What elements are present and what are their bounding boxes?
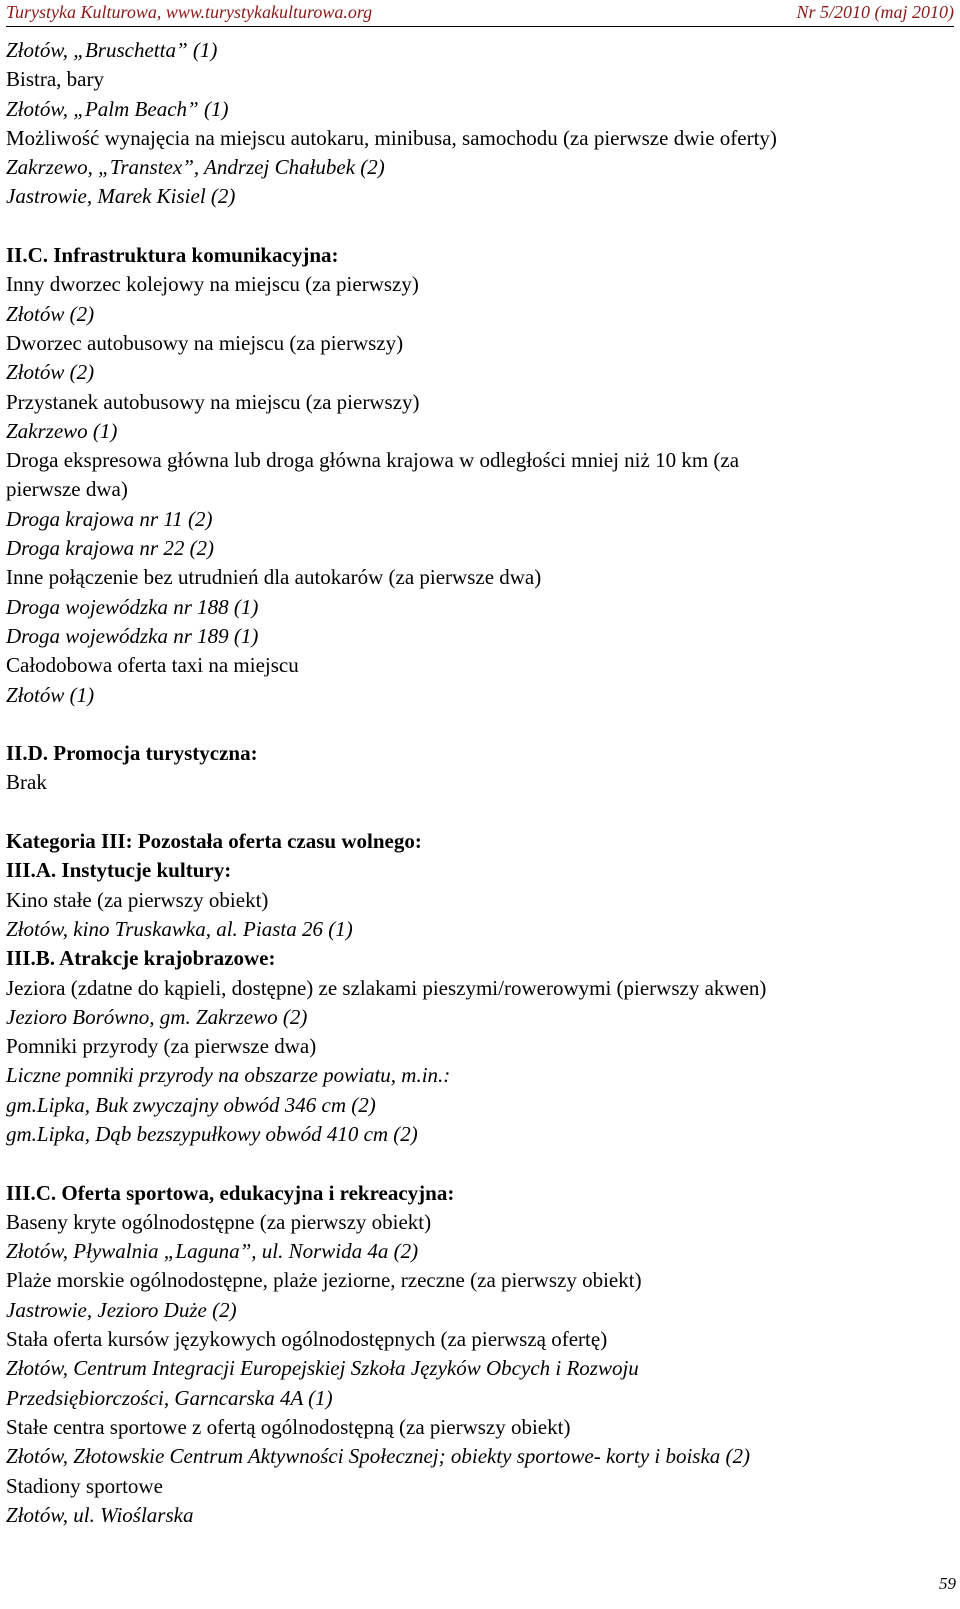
text-line: Bistra, bary bbox=[6, 67, 104, 92]
text-line: Stała oferta kursów językowych ogólnodostępnych (za pierwszą ofertę) bbox=[6, 1327, 608, 1352]
text-line: Jeziora (zdatne do kąpieli, dostępne) ze szlakami pieszymi/rowerowymi (pierwszy akwen) bbox=[6, 975, 767, 1000]
spacer bbox=[6, 798, 950, 827]
spacer bbox=[6, 1149, 950, 1178]
section-heading: II.C. Infrastruktura komunikacyjna: bbox=[6, 243, 339, 268]
text-line: gm.Lipka, Buk zwyczajny obwód 346 cm (2) bbox=[6, 1092, 376, 1117]
text-line: Złotów, Centrum Integracji Europejskiej Szkoła Języków Obcych i Rozwoju bbox=[6, 1356, 639, 1381]
page-number: 59 bbox=[939, 1574, 956, 1593]
text-line: Złotów, „Palm Beach” (1) bbox=[6, 96, 229, 121]
text-line: Złotów (1) bbox=[6, 682, 95, 707]
section-heading: Kategoria III: Pozostała oferta czasu wolnego: bbox=[6, 829, 422, 854]
section-heading: III.B. Atrakcje krajobrazowe: bbox=[6, 946, 276, 971]
text-line: Dworzec autobusowy na miejscu (za pierwszy) bbox=[6, 330, 404, 355]
text-line: Droga krajowa nr 22 (2) bbox=[6, 536, 215, 561]
text-line: Możliwość wynajęcia na miejscu autokaru, minibusa, samochodu (za pierwsze dwie oferty) bbox=[6, 125, 777, 150]
text-line: Złotów, kino Truskawka, al. Piasta 26 (1) bbox=[6, 916, 353, 941]
text-line: Zakrzewo (1) bbox=[6, 418, 118, 443]
text-line: Baseny kryte ogólnodostępne (za pierwszy obiekt) bbox=[6, 1209, 432, 1234]
text-line: Przystanek autobusowy na miejscu (za pierwszy) bbox=[6, 389, 420, 414]
text-line: Przedsiębiorczości, Garncarska 4A (1) bbox=[6, 1385, 333, 1410]
text-line: Liczne pomniki przyrody na obszarze powiatu, m.in.: bbox=[6, 1063, 451, 1088]
text-line: Droga krajowa nr 11 (2) bbox=[6, 506, 213, 531]
text-line: Złotów, „Bruschetta” (1) bbox=[6, 38, 218, 62]
document-body bbox=[6, 36, 950, 1530]
section-heading: III.C. Oferta sportowa, edukacyjna i rekreacyjna: bbox=[6, 1180, 455, 1205]
text-line: Brak bbox=[6, 770, 47, 795]
text-line: Droga ekspresowa główna lub droga główna krajowa w odległości mniej niż 10 km (za bbox=[6, 448, 740, 473]
text-line: Inny dworzec kolejowy na miejscu (za pierwszy) bbox=[6, 272, 419, 297]
text-line: Złotów, Złotowskie Centrum Aktywności Społecznej; obiekty sportowe- korty i boiska (2) bbox=[6, 1444, 751, 1469]
text-line: Jastrowie, Jezioro Duże (2) bbox=[6, 1297, 237, 1322]
header-issue: Nr 5/2010 (maj 2010) bbox=[796, 2, 954, 22]
text-line: Stałe centra sportowe z ofertą ogólnodostępną (za pierwszy obiekt) bbox=[6, 1414, 571, 1439]
section-heading: III.A. Instytucje kultury: bbox=[6, 858, 232, 883]
text-line: Inne połączenie bez utrudnień dla autokarów (za pierwsze dwa) bbox=[6, 565, 542, 590]
text-line: Stadiony sportowe bbox=[6, 1473, 163, 1498]
spacer bbox=[6, 710, 950, 739]
text-line: pierwsze dwa) bbox=[6, 477, 128, 502]
text-line: Droga wojewódzka nr 188 (1) bbox=[6, 594, 259, 619]
section-heading: II.D. Promocja turystyczna: bbox=[6, 741, 258, 766]
text-line: Złotów (2) bbox=[6, 301, 95, 326]
text-line: Złotów, Pływalnia „Laguna”, ul. Norwida 4a (2) bbox=[6, 1239, 419, 1264]
text-line: Zakrzewo, „Transtex”, Andrzej Chałubek (2) bbox=[6, 155, 385, 180]
text-line: Jezioro Borówno, gm. Zakrzewo (2) bbox=[6, 1004, 308, 1029]
page-header bbox=[6, 0, 954, 27]
text-line: Pomniki przyrody (za pierwsze dwa) bbox=[6, 1034, 317, 1059]
text-line: Złotów, ul. Wioślarska bbox=[6, 1502, 194, 1527]
text-line: Jastrowie, Marek Kisiel (2) bbox=[6, 184, 236, 209]
spacer bbox=[6, 212, 950, 241]
text-line: Złotów (2) bbox=[6, 360, 95, 385]
text-line: Całodobowa oferta taxi na miejscu bbox=[6, 653, 299, 678]
header-journal-title: Turystyka Kulturowa, www.turystykakulturowa.org bbox=[6, 2, 373, 22]
text-line: gm.Lipka, Dąb bezszypułkowy obwód 410 cm (2) bbox=[6, 1121, 418, 1146]
text-line: Droga wojewódzka nr 189 (1) bbox=[6, 623, 259, 648]
text-line: Plaże morskie ogólnodostępne, plaże jeziorne, rzeczne (za pierwszy obiekt) bbox=[6, 1268, 642, 1293]
text-line: Kino stałe (za pierwszy obiekt) bbox=[6, 887, 269, 912]
